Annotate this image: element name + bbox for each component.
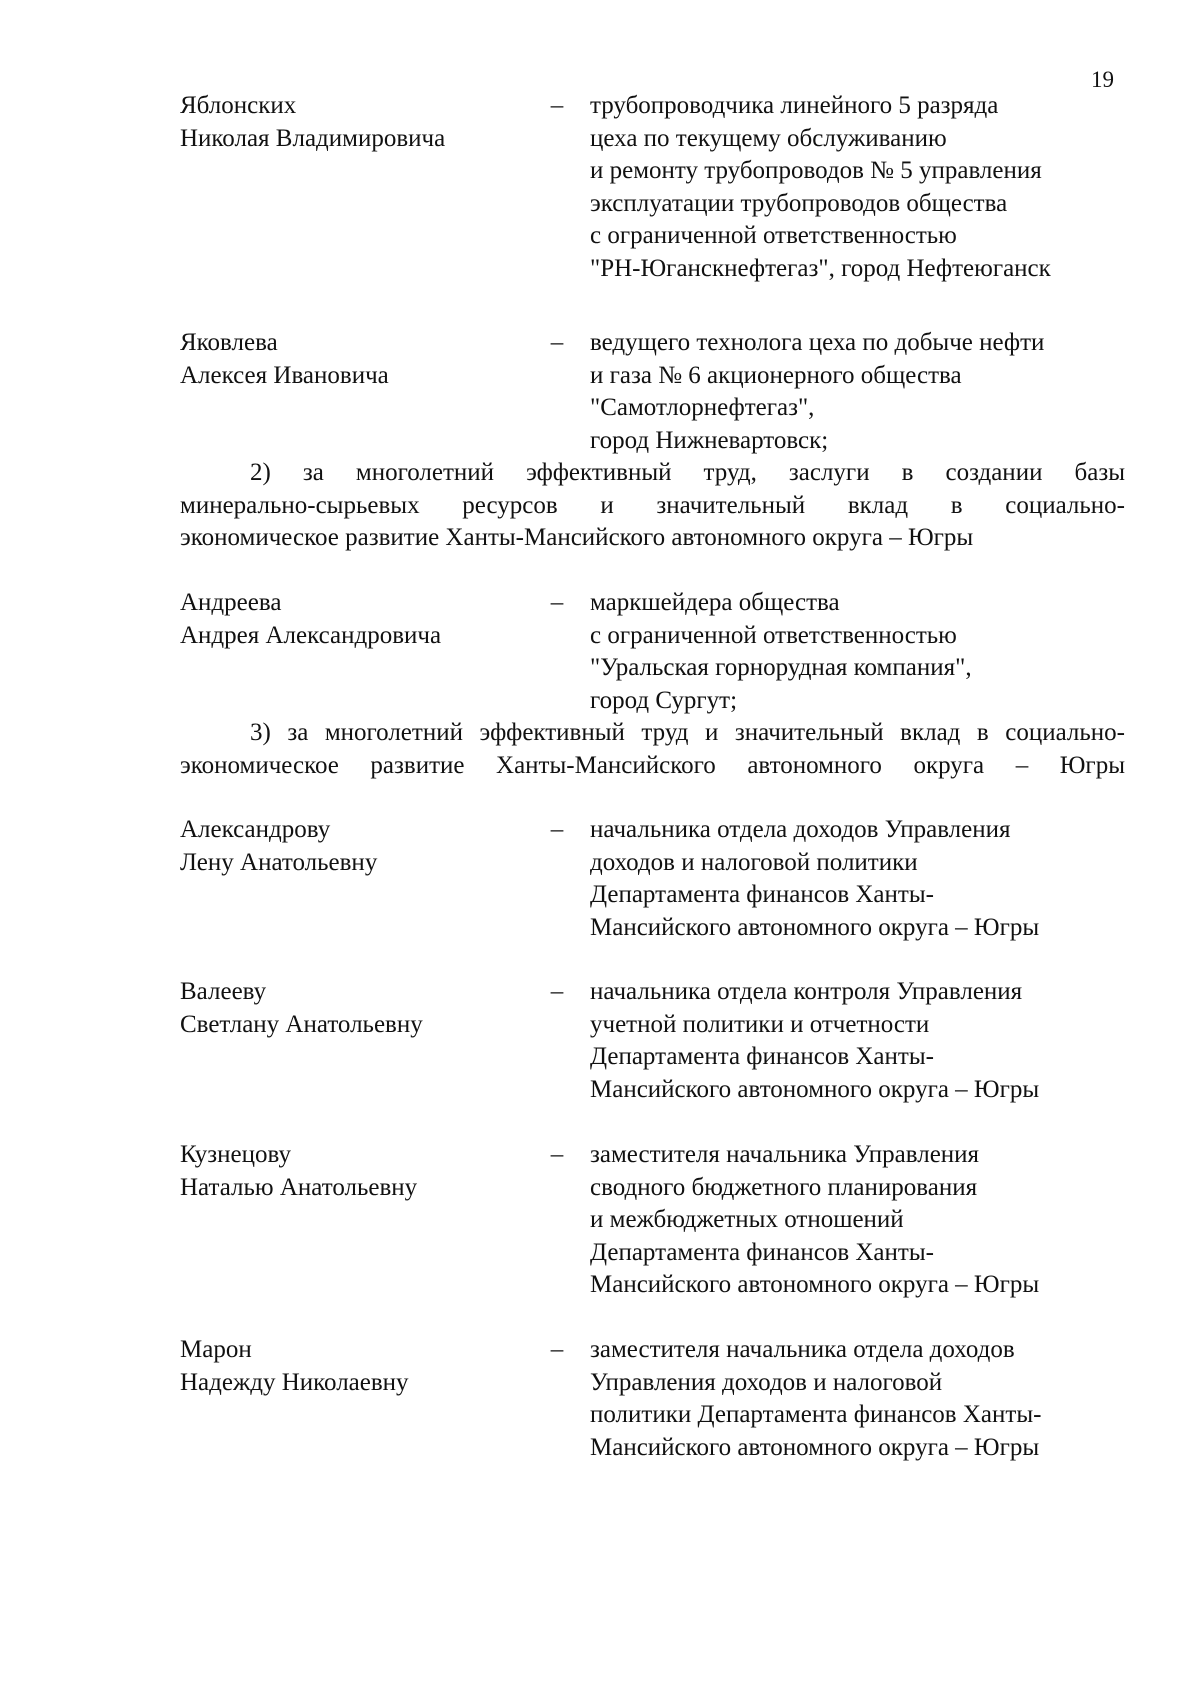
name-line: Алексея Ивановича xyxy=(180,361,389,389)
desc-line: город Нижневартовск; xyxy=(590,426,829,454)
desc-line: Департамента финансов Ханты- xyxy=(590,881,934,908)
person-name xyxy=(180,1139,540,1204)
desc-line: заместителя начальника Управления xyxy=(590,1141,980,1168)
dash: – xyxy=(550,1141,564,1168)
desc-line: и межбюджетных отношений xyxy=(590,1206,904,1233)
paragraph-line: экономическое развитие Ханты-Мансийского автономного округа – Югры xyxy=(180,524,974,551)
desc-line: "РН-Юганскнефтегаз", город Нефтеюганск xyxy=(590,254,1051,282)
dash: – xyxy=(550,92,564,119)
position-description xyxy=(590,1334,1130,1464)
desc-line: Департамента финансов Ханты- xyxy=(590,1043,934,1070)
person-name xyxy=(180,976,540,1041)
desc-line: политики Департамента финансов Ханты- xyxy=(590,1401,1042,1428)
person-name xyxy=(180,327,540,392)
desc-line: эксплуатации трубопроводов общества xyxy=(590,189,1008,217)
desc-line: цеха по текущему обслуживанию xyxy=(590,124,947,152)
position-description xyxy=(590,327,1130,457)
dash: – xyxy=(550,978,564,1005)
name-line: Марон xyxy=(180,1336,252,1363)
desc-line: ведущего технолога цеха по добыче нефти xyxy=(590,329,1045,356)
section-paragraph-3 xyxy=(180,717,1125,782)
desc-line: начальника отдела доходов Управления xyxy=(590,816,1011,843)
name-line: Андреева xyxy=(180,589,282,616)
paragraph-line: 2) за многолетний эффективный труд, заслуги в создании базы xyxy=(250,459,1125,486)
position-description xyxy=(590,587,1130,717)
person-name xyxy=(180,814,540,879)
name-line: Валееву xyxy=(180,978,267,1005)
paragraph-line: минерально-сырьевых ресурсов и значительный вклад в социально- xyxy=(180,491,1125,519)
desc-line: город Сургут; xyxy=(590,686,738,714)
name-line: Андрея Александровича xyxy=(180,621,442,649)
person-name xyxy=(180,1334,540,1399)
name-line: Яковлева xyxy=(180,329,278,356)
desc-line: Мансийского автономного округа – Югры xyxy=(590,913,1040,941)
name-line: Лену Анатольевну xyxy=(180,848,378,876)
name-line: Александрову xyxy=(180,816,331,843)
name-line: Светлану Анатольевну xyxy=(180,1010,423,1038)
desc-line: Департамента финансов Ханты- xyxy=(590,1238,934,1266)
desc-line: маркшейдера общества xyxy=(590,589,840,616)
desc-line: трубопроводчика линейного 5 разряда xyxy=(590,92,999,119)
desc-line: начальника отдела контроля Управления xyxy=(590,978,1023,1005)
section-paragraph-2 xyxy=(180,457,1125,555)
dash: – xyxy=(550,329,564,356)
name-line: Надежду Николаевну xyxy=(180,1368,409,1396)
name-line: Николая Владимировича xyxy=(180,124,446,152)
name-line: Кузнецову xyxy=(180,1141,291,1168)
position-description xyxy=(590,814,1130,944)
position-description xyxy=(590,90,1130,285)
name-line: Яблонских xyxy=(180,92,297,119)
paragraph-line: экономическое развитие Ханты-Мансийского автономного округа – Югры xyxy=(180,751,1125,779)
desc-line: Мансийского автономного округа – Югры xyxy=(590,1075,1040,1103)
desc-line: и ремонту трубопроводов № 5 управления xyxy=(590,157,1042,184)
person-name xyxy=(180,90,540,155)
position-description xyxy=(590,1139,1130,1302)
desc-line: "Самотлорнефтегаз", xyxy=(590,394,815,421)
name-line: Наталью Анатольевну xyxy=(180,1173,418,1201)
dash: – xyxy=(550,816,564,843)
dash: – xyxy=(550,589,564,616)
desc-line: Мансийского автономного округа – Югры xyxy=(590,1271,1040,1298)
desc-line: с ограниченной ответственностью xyxy=(590,621,957,649)
desc-line: доходов и налоговой политики xyxy=(590,848,918,876)
person-name xyxy=(180,587,540,652)
desc-line: "Уральская горнорудная компания", xyxy=(590,654,972,681)
desc-line: Управления доходов и налоговой xyxy=(590,1368,943,1396)
desc-line: Мансийского автономного округа – Югры xyxy=(590,1433,1040,1461)
desc-line: и газа № 6 акционерного общества xyxy=(590,361,962,389)
paragraph-line: 3) за многолетний эффективный труд и значительный вклад в социально- xyxy=(250,719,1125,746)
position-description xyxy=(590,976,1130,1106)
desc-line: учетной политики и отчетности xyxy=(590,1010,930,1038)
desc-line: с ограниченной ответственностью xyxy=(590,222,957,249)
dash: – xyxy=(550,1336,564,1363)
desc-line: сводного бюджетного планирования xyxy=(590,1173,978,1201)
desc-line: заместителя начальника отдела доходов xyxy=(590,1336,1015,1363)
page-number: 19 xyxy=(1091,67,1114,92)
